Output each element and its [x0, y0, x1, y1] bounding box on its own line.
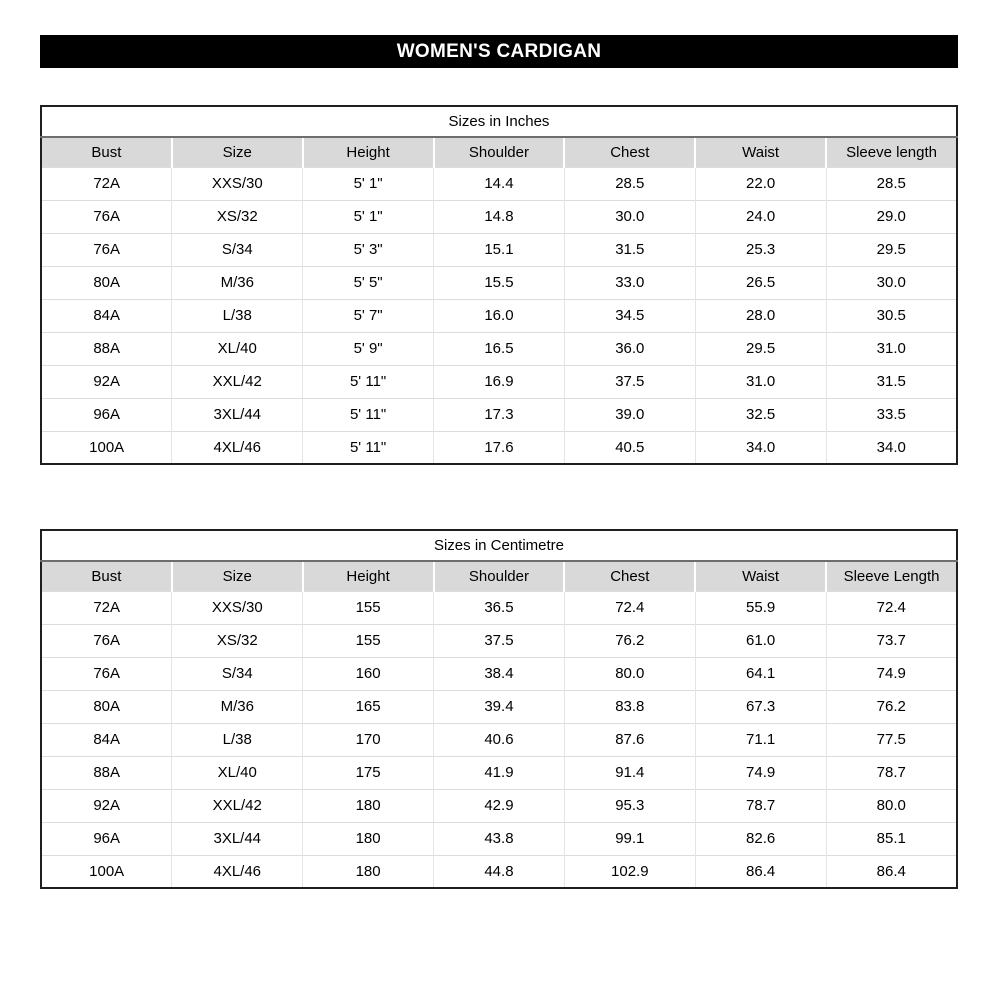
table-cell: 33.5	[826, 398, 957, 431]
column-header-chest: Chest	[564, 137, 695, 167]
table-row	[41, 855, 957, 888]
table-cell: 86.4	[826, 855, 957, 888]
table-cell: 28.5	[564, 167, 695, 200]
column-header-waist: Waist	[695, 137, 826, 167]
table-cell: 92A	[41, 789, 172, 822]
table-cell: 84A	[41, 723, 172, 756]
table-cell: 76A	[41, 657, 172, 690]
table-title-row	[41, 530, 957, 561]
table-row	[41, 789, 957, 822]
table-cell: 80.0	[826, 789, 957, 822]
table-cell: 43.8	[434, 822, 565, 855]
table-cell: 15.1	[434, 233, 565, 266]
table-cell: 160	[303, 657, 434, 690]
table-cell: 30.0	[826, 266, 957, 299]
table-row	[41, 266, 957, 299]
table-cell: 5' 11"	[303, 398, 434, 431]
table-cell: 31.0	[826, 332, 957, 365]
table-cell: 16.9	[434, 365, 565, 398]
table-row	[41, 690, 957, 723]
table-cell: 32.5	[695, 398, 826, 431]
table-title: Sizes in Inches	[41, 106, 957, 137]
table-title-row	[41, 106, 957, 137]
sizes-in-centimetre-table	[40, 529, 958, 889]
table-cell: 26.5	[695, 266, 826, 299]
table-cell: 5' 3"	[303, 233, 434, 266]
table-cell: 87.6	[564, 723, 695, 756]
table-cell: 34.5	[564, 299, 695, 332]
table-cell: 180	[303, 855, 434, 888]
table-cell: 91.4	[564, 756, 695, 789]
table-cell: 78.7	[695, 789, 826, 822]
table-cell: M/36	[172, 266, 303, 299]
table-cell: XL/40	[172, 756, 303, 789]
page-title: WOMEN'S CARDIGAN	[396, 41, 602, 62]
table-cell: 72.4	[564, 591, 695, 624]
column-header-sleeve-length: Sleeve length	[826, 137, 957, 167]
table-cell: 36.5	[434, 591, 565, 624]
table-cell: 31.0	[695, 365, 826, 398]
table-cell: XXS/30	[172, 167, 303, 200]
table-cell: 77.5	[826, 723, 957, 756]
column-header-shoulder: Shoulder	[434, 137, 565, 167]
table-cell: 5' 11"	[303, 365, 434, 398]
table-cell: 82.6	[695, 822, 826, 855]
table-row	[41, 200, 957, 233]
table-cell: 5' 7"	[303, 299, 434, 332]
table-cell: 76A	[41, 200, 172, 233]
table-cell: 72A	[41, 167, 172, 200]
table-header-row	[41, 561, 957, 591]
table-row	[41, 365, 957, 398]
table-cell: 4XL/46	[172, 855, 303, 888]
table-cell: 165	[303, 690, 434, 723]
table-cell: 88A	[41, 756, 172, 789]
table-cell: XL/40	[172, 332, 303, 365]
table-cell: 72A	[41, 591, 172, 624]
table-cell: 37.5	[434, 624, 565, 657]
table-row	[41, 624, 957, 657]
table-row	[41, 398, 957, 431]
table-cell: 14.8	[434, 200, 565, 233]
table-cell: 3XL/44	[172, 822, 303, 855]
table-cell: 96A	[41, 822, 172, 855]
table-cell: 44.8	[434, 855, 565, 888]
table-cell: 67.3	[695, 690, 826, 723]
column-header-height: Height	[303, 561, 434, 591]
table-cell: 155	[303, 624, 434, 657]
table-cell: XXL/42	[172, 789, 303, 822]
column-header-size: Size	[172, 561, 303, 591]
table-cell: 16.5	[434, 332, 565, 365]
table-title: Sizes in Centimetre	[41, 530, 957, 561]
table-row	[41, 822, 957, 855]
table-cell: 29.5	[826, 233, 957, 266]
table-cell: L/38	[172, 299, 303, 332]
table-cell: 28.0	[695, 299, 826, 332]
table-row	[41, 332, 957, 365]
table-cell: 102.9	[564, 855, 695, 888]
table-row	[41, 299, 957, 332]
table-cell: 31.5	[826, 365, 957, 398]
table-cell: 76.2	[564, 624, 695, 657]
table-cell: XXS/30	[172, 591, 303, 624]
table-cell: 64.1	[695, 657, 826, 690]
table-cell: 34.0	[826, 431, 957, 464]
table-cell: 100A	[41, 855, 172, 888]
table-cell: M/36	[172, 690, 303, 723]
table-cell: 5' 1"	[303, 167, 434, 200]
table-cell: 73.7	[826, 624, 957, 657]
table-cell: 88A	[41, 332, 172, 365]
column-header-sleeve-length: Sleeve Length	[826, 561, 957, 591]
table-cell: 84A	[41, 299, 172, 332]
table-cell: 76A	[41, 624, 172, 657]
table-cell: 5' 9"	[303, 332, 434, 365]
column-header-bust: Bust	[41, 561, 172, 591]
table-cell: 95.3	[564, 789, 695, 822]
table-cell: S/34	[172, 657, 303, 690]
column-header-size: Size	[172, 137, 303, 167]
table-cell: 80A	[41, 266, 172, 299]
table-cell: 5' 1"	[303, 200, 434, 233]
table-cell: 83.8	[564, 690, 695, 723]
table-cell: L/38	[172, 723, 303, 756]
table-cell: S/34	[172, 233, 303, 266]
table-cell: 38.4	[434, 657, 565, 690]
table-cell: 180	[303, 789, 434, 822]
table-cell: 55.9	[695, 591, 826, 624]
table-cell: 33.0	[564, 266, 695, 299]
table-cell: 16.0	[434, 299, 565, 332]
table-cell: 74.9	[695, 756, 826, 789]
table-cell: 29.5	[695, 332, 826, 365]
table-cell: 92A	[41, 365, 172, 398]
table-cell: 180	[303, 822, 434, 855]
table-cell: XXL/42	[172, 365, 303, 398]
table-cell: 100A	[41, 431, 172, 464]
table-cell: 96A	[41, 398, 172, 431]
table-cell: 61.0	[695, 624, 826, 657]
table-cell: 24.0	[695, 200, 826, 233]
table-cell: 42.9	[434, 789, 565, 822]
table-cell: XS/32	[172, 200, 303, 233]
banner	[40, 35, 958, 68]
column-header-height: Height	[303, 137, 434, 167]
table-cell: 155	[303, 591, 434, 624]
sizes-in-inches-table	[40, 105, 958, 465]
table-row	[41, 431, 957, 464]
table-cell: 71.1	[695, 723, 826, 756]
table-cell: 28.5	[826, 167, 957, 200]
table-cell: 86.4	[695, 855, 826, 888]
table-cell: 22.0	[695, 167, 826, 200]
table-cell: 30.0	[564, 200, 695, 233]
table-cell: 76A	[41, 233, 172, 266]
table-cell: 34.0	[695, 431, 826, 464]
table-cell: 5' 11"	[303, 431, 434, 464]
table-cell: 39.0	[564, 398, 695, 431]
column-header-chest: Chest	[564, 561, 695, 591]
table-cell: 170	[303, 723, 434, 756]
table-cell: 80A	[41, 690, 172, 723]
table-cell: 31.5	[564, 233, 695, 266]
column-header-bust: Bust	[41, 137, 172, 167]
table-cell: 76.2	[826, 690, 957, 723]
table-row	[41, 756, 957, 789]
table-cell: 99.1	[564, 822, 695, 855]
table-cell: 17.6	[434, 431, 565, 464]
table-cell: 5' 5"	[303, 266, 434, 299]
table-cell: 17.3	[434, 398, 565, 431]
table-cell: 14.4	[434, 167, 565, 200]
table-cell: 78.7	[826, 756, 957, 789]
table-cell: 40.5	[564, 431, 695, 464]
table-row	[41, 233, 957, 266]
table-cell: 39.4	[434, 690, 565, 723]
table-row	[41, 657, 957, 690]
table-cell: 72.4	[826, 591, 957, 624]
column-header-waist: Waist	[695, 561, 826, 591]
table-cell: 175	[303, 756, 434, 789]
table-cell: 15.5	[434, 266, 565, 299]
table-header-row	[41, 137, 957, 167]
table-cell: 3XL/44	[172, 398, 303, 431]
table-cell: 40.6	[434, 723, 565, 756]
table-cell: 74.9	[826, 657, 957, 690]
table-row	[41, 723, 957, 756]
table-row	[41, 591, 957, 624]
table-cell: 41.9	[434, 756, 565, 789]
table-cell: 37.5	[564, 365, 695, 398]
table-cell: 25.3	[695, 233, 826, 266]
table-cell: 4XL/46	[172, 431, 303, 464]
table-cell: 30.5	[826, 299, 957, 332]
column-header-shoulder: Shoulder	[434, 561, 565, 591]
table-row	[41, 167, 957, 200]
table-cell: 36.0	[564, 332, 695, 365]
table-cell: 85.1	[826, 822, 957, 855]
table-cell: XS/32	[172, 624, 303, 657]
table-cell: 29.0	[826, 200, 957, 233]
table-cell: 80.0	[564, 657, 695, 690]
